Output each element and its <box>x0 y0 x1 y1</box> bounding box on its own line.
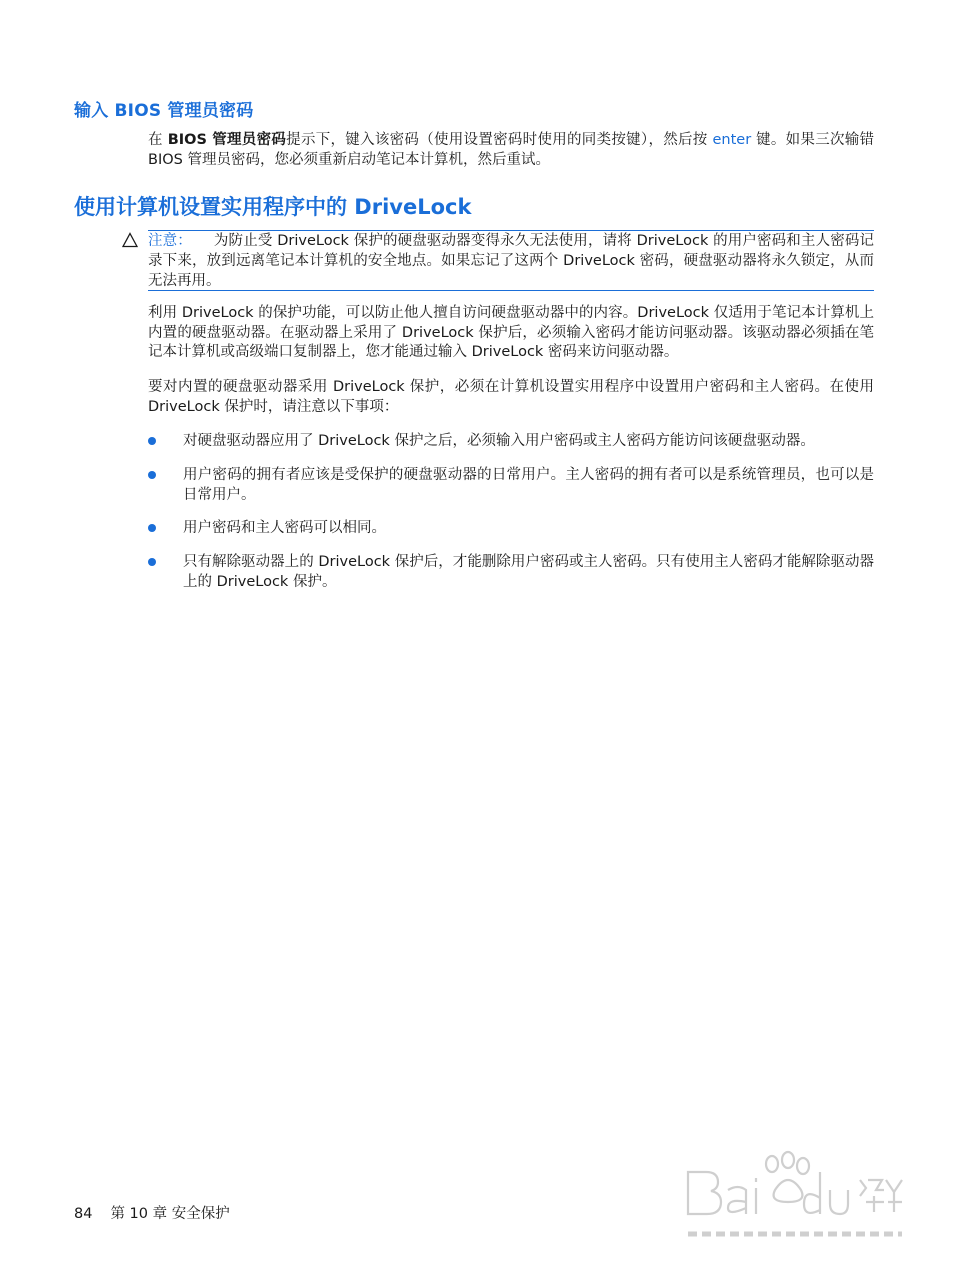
bullet-item-1: 对硬盘驱动器应用了 DriveLock 保护之后，必须输入用户密码或主人密码方能访问该硬盘驱动器。 <box>183 433 815 449</box>
page-footer <box>74 1202 230 1223</box>
bullet-dot <box>148 524 156 532</box>
bullet-dot <box>148 558 156 566</box>
section-heading-drivelock: 使用计算机设置实用程序中的 DriveLock <box>74 195 472 219</box>
bullet-item-4: 只有解除驱动器上的 DriveLock 保护后，才能删除用户密码或主人密码。只有使用主人密码才能解除驱动器上的 DriveLock 保护。 <box>183 554 874 590</box>
drivelock-intro-paragraph: 利用 DriveLock 的保护功能，可以防止他人擅自访问硬盘驱动器中的内容。DriveLock 仅适用于笔记本计算机上内置的硬盘驱动器。在驱动器上采用了 DriveLock 保护后，必须输入密码才能访问驱动器。该驱动器必须插在笔记本计算机或高级端口复制器上，您才能通过输入 DriveLock 密码来访问驱动器。 <box>148 305 874 360</box>
note-label: 注意： <box>148 233 192 249</box>
bullet-dot <box>148 471 156 479</box>
note-body: 为防止受 DriveLock 保护的硬盘驱动器变得永久无法使用，请将 DriveLock 的用户密码和主人密码记录下来，放到远离笔记本计算机的安全地点。如果忘记了这两个 DriveLock 密码，硬盘驱动器将永久锁定，从而无法再用。 <box>148 233 874 289</box>
drivelock-setup-paragraph: 要对内置的硬盘驱动器采用 DriveLock 保护，必须在计算机设置实用程序中设置用户密码和主人密码。在使用 DriveLock 保护时，请注意以下事项： <box>148 379 874 415</box>
bullet-item-2: 用户密码的拥有者应该是受保护的硬盘驱动器的日常用户。主人密码的拥有者可以是系统管理员，也可以是日常用户。 <box>183 467 874 503</box>
caution-triangle-icon <box>122 232 138 248</box>
paragraph-text: 键。如果三次输错 BIOS 管理员密码，您必须重新启动笔记本计算机，然后重试。 <box>148 132 875 168</box>
paragraph-text: 提示下，键入该密码（使用设置密码时使用的同类按键），然后按 <box>286 132 713 148</box>
bold-term: BIOS 管理员密码 <box>167 132 287 148</box>
enter-key-label: enter <box>712 132 752 148</box>
note-bottom-rule <box>148 290 874 291</box>
section-heading-bios-password: 输入 BIOS 管理员密码 <box>74 101 254 121</box>
chapter-title: 第 10 章 安全保护 <box>110 1206 230 1222</box>
baidu-jingyan-watermark-logo <box>680 1150 910 1250</box>
paragraph-text: 在 <box>148 132 168 148</box>
caution-note <box>148 231 874 291</box>
page-number: 84 <box>74 1206 93 1222</box>
bullet-dot <box>148 437 156 445</box>
bullet-item-3: 用户密码和主人密码可以相同。 <box>183 520 386 536</box>
bios-password-paragraph <box>148 131 874 170</box>
